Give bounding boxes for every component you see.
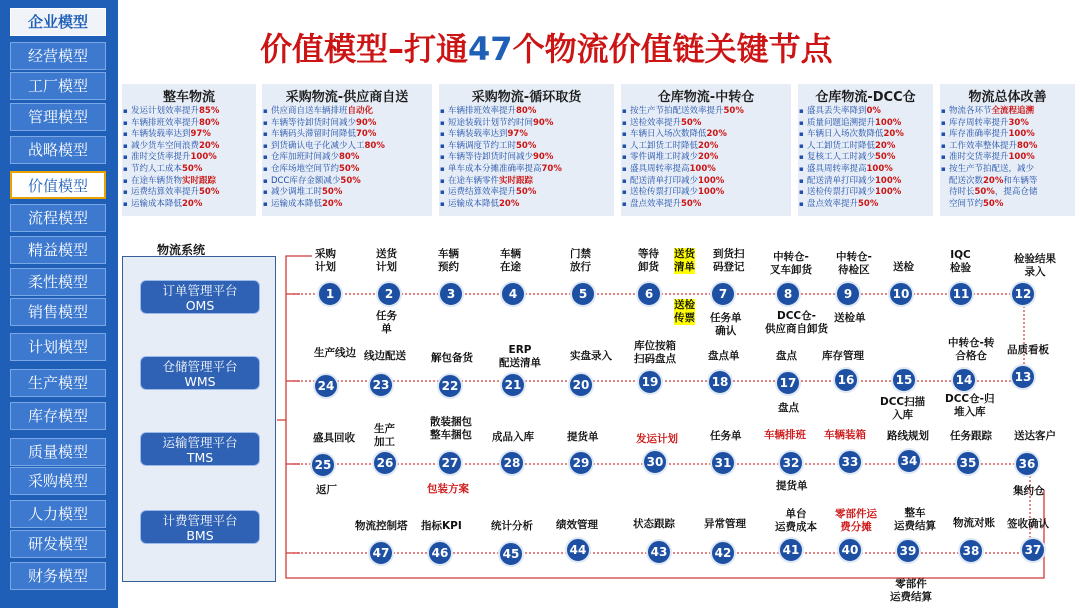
platform-wms-name: 仓储管理平台 [162,359,238,374]
node-15[interactable]: 15 [891,367,917,393]
card-item-value: 50% [983,198,1004,209]
card-item-value: 20% [499,198,520,209]
label-node-19: 库位按箱 扫码盘点 [634,340,676,365]
sidebar-item-plan[interactable]: 计划模型 [10,333,106,361]
node-33[interactable]: 33 [837,449,863,475]
card-item-text: 盛具周转率提高 [807,163,867,174]
sidebar-item-finance[interactable]: 财务模型 [10,562,106,590]
card-item-text: 零件调堆工时减少 [630,152,699,163]
card-item-text: 在途车辆货物 [131,175,183,186]
label-node-10: 送检 [893,261,914,273]
label-node-3: 车辆 预约 [438,248,459,273]
card-item-text: 物流各环节 [949,106,992,116]
node-38[interactable]: 38 [958,538,984,564]
card-item-text: 准时交货率提升 [949,152,1009,163]
node-17[interactable]: 17 [775,370,801,396]
node-37[interactable]: 37 [1020,537,1046,563]
node-34[interactable]: 34 [896,448,922,474]
node-1[interactable]: 1 [317,281,343,307]
card-item-value: 100% [1008,152,1035,163]
label-node-45: 统计分析 [491,520,533,532]
node-12[interactable]: 12 [1010,281,1036,307]
card-item-value: 85% [199,106,220,116]
label-node-27: 散装捆包 整车捆包 [430,416,472,441]
label-node-32-sub: 提货单 [776,480,808,492]
card-item-text: 车辆排班效率提升 [131,117,200,128]
card-item-text: 车辆装载率达到 [448,129,508,140]
node-36[interactable]: 36 [1014,451,1040,477]
card-item-value: 20% [883,129,904,140]
label-node-9-sub: 送检单 [834,312,866,324]
card-title: 物流总体改善 [968,90,1047,105]
label-node-32: 车辆排班 [764,429,806,441]
card-item-text: 车辆日入场次数降低 [807,129,884,140]
label-node-24: 生产线边 [314,347,356,359]
node-7[interactable]: 7 [710,281,736,307]
card-item-value: 80% [339,152,360,163]
node-40[interactable]: 40 [837,537,863,563]
card-item-value: 100% [875,117,902,128]
label-node-44: 绩效管理 [556,519,598,531]
card-item-text: 仓库场地空间节约 [271,163,340,174]
card-item-value: 90% [356,117,377,128]
label-node-27-sub: 包装方案 [427,483,469,495]
label-node-41: 单台 运费成本 [775,508,817,533]
card-item-text: 到货确认电子化减少人工 [271,140,365,151]
card-title: 整车物流 [162,90,215,105]
label-node-6: 等待 卸货 [638,248,659,273]
platform-wms-code: WMS [184,374,216,389]
title-number: 47 [468,30,513,68]
node-9[interactable]: 9 [835,281,861,307]
label-node-11: IQC 检验 [950,249,971,274]
card-item-value: 50% [681,198,702,209]
label-node-43: 状态跟踪 [633,518,675,530]
label-node-36: 送达客户 [1014,430,1056,442]
label-node-7: 到货扫 码登记 [713,248,745,273]
card-item-text: 单车成本分摊准确率提高 [448,163,542,174]
card-item-text: 减少货车空间浪费 [131,140,200,151]
label-node-4: 车辆 在途 [500,248,521,273]
node-16[interactable]: 16 [833,367,859,393]
label-node-9: 中转仓- 待检区 [836,251,872,276]
card-item-value: 100% [875,187,902,198]
card-item-text: 盘点效率提升 [630,198,682,209]
label-node-20: 实盘录入 [570,350,612,362]
node-3[interactable]: 3 [438,281,464,307]
card-item-text: 车辆装载率达到 [131,129,191,140]
card-item-value: 50% [340,175,361,186]
label-node-26: 生产 加工 [374,423,395,448]
label-node-40: 零部件运 费分摊 [835,508,877,533]
label-node-21: ERP 配送清单 [499,344,541,369]
card-item-value: 全流程追溯 [991,106,1035,116]
card-item-value: 20% [706,129,727,140]
node-28[interactable]: 28 [499,450,525,476]
sidebar-item-process[interactable]: 流程模型 [10,204,106,232]
label-node-15-sub: DCC扫描 入库 [880,396,926,421]
title-part1: 价值模型 [260,30,389,68]
card-item-value: 20% [698,140,719,151]
card-item-text: 库存周转率提升 [949,117,1009,128]
card-item-value: 20% [875,140,896,151]
sidebar-item-factory[interactable]: 工厂模型 [10,72,106,100]
card-item-value: 100% [698,187,725,198]
label-node-2-sub: 任务 单 [376,310,397,335]
platform-tms-name: 运输管理平台 [162,435,238,450]
node-39[interactable]: 39 [895,538,921,564]
node-32[interactable]: 32 [778,450,804,476]
title-part4: 个物流价值链关键节点 [512,30,833,68]
label-node-22: 解包备货 [431,352,473,364]
card-item-value: 20% [199,140,220,151]
card-item-text: 盘点效率提升 [807,198,859,209]
label-node-25: 盛具回收 [313,432,355,444]
system-title: 物流系统 [157,243,206,257]
platform-oms-code: OMS [185,298,215,313]
node-2[interactable]: 2 [376,281,402,307]
card-item-text: 按生产节拍配送，减少 [949,163,1035,174]
label-node-23: 线边配送 [364,350,406,362]
node-31[interactable]: 31 [710,450,736,476]
card-item-text: 盛具丢失率降到 [807,106,867,116]
platform-oms-name: 订单管理平台 [162,283,238,298]
sidebar-item-flexible[interactable]: 柔性模型 [10,268,106,296]
card-item-text: 在途车辆零件 [448,175,500,186]
label-node-28: 成品入库 [492,431,534,443]
node-24[interactable]: 24 [313,373,339,399]
node-5[interactable]: 5 [570,281,596,307]
card-item-text: 运费结算效率提升 [131,187,200,198]
sidebar-item-production[interactable]: 生产模型 [10,369,106,397]
card-item-text: 送检传票打印减少 [807,187,876,198]
label-node-14-sub: DCC仓-归 堆入库 [945,393,995,418]
card-item-value: 20% [698,152,719,163]
card-item-value: 97% [190,129,211,140]
label-node-29: 提货单 [567,431,599,443]
sidebar-item-enterprise[interactable]: 企业模型 [10,8,106,36]
card-item-text: 减少调堆工时 [271,187,323,198]
card-item-text: 准时交货率提升 [131,152,191,163]
card-item-text: 送检传票打印减少 [630,187,699,198]
label-node-16: 库存管理 [822,350,864,362]
card-item-text: 待时长 [949,187,975,198]
card-item-text: 配送清单打印减少 [630,175,699,186]
label-node-38: 物流对账 [953,517,995,529]
card-item-value: 50% [516,187,537,198]
label-node-8: 中转仓- 叉车卸货 [770,251,812,276]
node-35[interactable]: 35 [955,450,981,476]
card-item-value: 实时跟踪 [499,175,534,186]
card-item-value: 实时跟踪 [182,175,217,186]
node-44[interactable]: 44 [565,537,591,563]
label-node-35: 任务跟踪 [950,430,992,442]
node-41[interactable]: 41 [778,537,804,563]
card-item-value: 20% [182,198,203,209]
sidebar-item-purchase[interactable]: 采购模型 [10,467,106,495]
label-node-34: 路线规划 [887,430,929,442]
label-node-17: 盘点 [776,350,797,362]
card-item-text: 质量问题追溯提升 [807,117,876,128]
card-item-text: 运输成本降低 [448,198,500,209]
card-item-value: 90% [533,117,554,128]
card-title: 仓库物流-DCC仓 [815,90,916,105]
card-item-value: 97% [507,129,528,140]
card-item-text: 车辆等待卸货时间减少 [271,117,357,128]
label-node-12: 检验结果 录入 [1014,253,1056,278]
node-42[interactable]: 42 [710,540,736,566]
card-item-value: 80% [364,140,385,151]
card-item-value: 100% [698,175,725,186]
node-10[interactable]: 10 [888,281,914,307]
card-item-value: 70% [541,163,562,174]
sidebar-item-hr[interactable]: 人力模型 [10,500,106,528]
platform-tms-code: TMS [186,450,214,465]
label-node-13: 品质看板 [1007,344,1049,356]
card-item-value: 50% [974,187,995,198]
label-node-36-sub: 集约仓 [1013,485,1045,497]
card-item-value: 80% [516,106,537,116]
card-item-value: 50% [516,140,537,151]
label-node-33: 车辆装箱 [824,429,866,441]
card-item-value: 100% [190,152,217,163]
card-item-text: 车辆排班效率提升 [448,106,517,116]
card-title: 采购物流-循环取货 [471,90,582,105]
node-4[interactable]: 4 [500,281,526,307]
label-node-8-sub: DCC仓- 供应商自卸货 [765,310,828,335]
label-node-6-delivery-list: 送货 清单 [674,248,695,273]
title-part2: –打通 [388,30,469,68]
label-node-6-inspection-ticket: 送检 传票 [674,299,695,324]
card-item-value: 80% [1017,140,1038,151]
card-item-text: 车辆日入场次数降低 [630,129,707,140]
label-node-1: 采购 计划 [315,248,336,273]
card-item-text: 工作效率整体提升 [949,140,1018,151]
card-item-value: 100% [1008,129,1035,140]
card-item-text: 运输成本降低 [271,198,323,209]
node-43[interactable]: 43 [646,539,672,565]
node-30[interactable]: 30 [642,449,668,475]
label-node-39-sub: 零部件 运费结算 [890,578,932,603]
label-node-2: 送货 计划 [376,248,397,273]
card-item-text: 车辆码头滞留时间降低 [271,129,357,140]
label-node-7-sub: 任务单 确认 [710,312,742,337]
card-item-value: 100% [689,163,716,174]
card-item-value: 50% [322,187,343,198]
node-19[interactable]: 19 [637,369,663,395]
card-item-value: 50% [182,163,203,174]
card-item-value: 100% [866,163,893,174]
card-item-value: 70% [356,129,377,140]
sidebar-item-operation[interactable]: 经营模型 [10,42,106,70]
label-node-25-sub: 返厂 [316,484,337,496]
card-item-text: DCC库存金额减少 [271,175,341,186]
node-21[interactable]: 21 [500,372,526,398]
card-item-text: 空间节约 [949,198,984,209]
node-29[interactable]: 29 [568,450,594,476]
node-23[interactable]: 23 [368,372,394,398]
card-title: 仓库物流-中转仓 [657,90,755,105]
card-title: 采购物流-供应商自送 [285,90,409,105]
sidebar-item-lean[interactable]: 精益模型 [10,236,106,264]
card-item-text: 运费结算效率提升 [448,187,517,198]
node-47[interactable]: 47 [368,540,394,566]
node-20[interactable]: 20 [568,372,594,398]
node-45[interactable]: 45 [498,541,524,567]
node-13[interactable]: 13 [1010,364,1036,390]
sidebar-item-rnd[interactable]: 研发模型 [10,530,106,558]
card-item-value: 50% [681,117,702,128]
node-27[interactable]: 27 [437,450,463,476]
node-14[interactable]: 14 [951,367,977,393]
node-46[interactable]: 46 [427,540,453,566]
platform-bms-code: BMS [186,528,214,543]
card-item-text: 人工卸货工时降低 [807,140,876,151]
label-node-30: 发运计划 [636,433,678,445]
card-item-text: 仓库加班时间减少 [271,152,340,163]
card-item-value: 50% [858,198,879,209]
sidebar-item-value[interactable]: 价值模型 [10,171,106,199]
node-8[interactable]: 8 [775,281,801,307]
card-item-value: 50% [339,163,360,174]
label-node-46: 指标KPI [421,520,462,532]
node-11[interactable]: 11 [948,281,974,307]
sidebar-item-quality[interactable]: 质量模型 [10,438,106,466]
label-node-14: 中转仓-转 合格仓 [948,337,995,362]
platform-bms-name: 计费管理平台 [162,513,238,528]
card-item-value: 50% [875,152,896,163]
label-node-47: 物流控制塔 [355,520,408,532]
card-item-text: 复核工人工时减少 [807,152,876,163]
node-18[interactable]: 18 [707,369,733,395]
sidebar-item-management[interactable]: 管理模型 [10,103,106,131]
card-item-text: 送检效率提升 [630,117,682,128]
node-22[interactable]: 22 [437,373,463,399]
card-item-text: 人工卸货工时降低 [630,140,699,151]
label-node-37: 签收确认 [1007,518,1049,530]
card-item-text: 运输成本降低 [131,198,183,209]
node-26[interactable]: 26 [372,450,398,476]
card-item-value: 100% [875,175,902,186]
sidebar-item-inventory[interactable]: 库存模型 [10,402,106,430]
card-item-text-tail: ，提高仓储 [994,187,1038,198]
card-item-text-tail: 和车辆等 [1003,175,1038,186]
label-node-18: 盘点单 [708,350,740,362]
label-node-17-sub: 盘点 [778,402,799,414]
node-6[interactable]: 6 [636,281,662,307]
sidebar-item-strategy[interactable]: 战略模型 [10,136,106,164]
label-node-5: 门禁 放行 [570,248,591,273]
node-25[interactable]: 25 [310,452,336,478]
card-item-text: 节约人工成本 [131,163,183,174]
card-item-value: 50% [199,187,220,198]
card-item-value: 90% [533,152,554,163]
card-item-value: 自动化 [347,106,374,116]
card-item-value: 50% [723,106,744,116]
card-item-text: 短途装载计划节约时间 [448,117,534,128]
card-item-value: 30% [1008,117,1029,128]
card-item-text: 配送清单打印减少 [807,175,876,186]
card-item-text: 供应商自送车辆排班 [271,106,348,116]
card-item-value: 0% [866,106,881,116]
label-node-31: 任务单 [710,430,742,442]
card-item-text: 按生产节拍配送效率提升 [630,106,724,116]
card-item-text: 盛具周转率提高 [630,163,690,174]
label-node-39: 整车 运费结算 [894,507,936,532]
card-item-text: 车辆等待卸货时间减少 [448,152,534,163]
label-node-42: 异常管理 [704,518,746,530]
sidebar-item-sales[interactable]: 销售模型 [10,298,106,326]
card-item-value: 20% [322,198,343,209]
card-item-text: 车辆调度节约工时 [448,140,517,151]
card-item-text: 发运计划效率提升 [131,106,200,116]
card-item-text: 库存准确率提升 [949,129,1009,140]
card-item-value: 80% [199,117,220,128]
card-item-text: 配送次数 [949,175,984,186]
card-item-value: 20% [983,175,1004,186]
